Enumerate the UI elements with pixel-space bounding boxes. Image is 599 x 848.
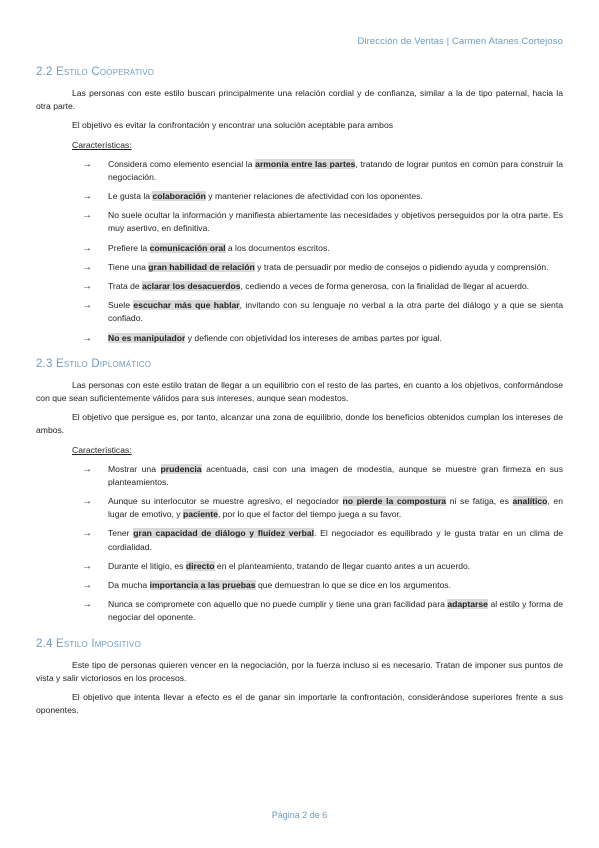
arrow-icon: → (82, 158, 92, 170)
section-title-impositivo: 2.4 Estilo Impositivo (36, 637, 142, 650)
list-item: → Durante el litigio, es directo en el planteamiento, tratando de llegar cuanto antes a un acuerdo. (82, 560, 471, 572)
characteristics-label: Características: (72, 444, 132, 455)
bullet-list-cooperativo (36, 158, 563, 345)
arrow-icon: → (82, 261, 92, 273)
bullet-list-diplomatico (36, 463, 563, 625)
paragraph: El objetivo que intenta llevar a efecto es el de ganar sin importarle la confrontación, considerándose superiores frente a sus oponentes. (36, 692, 563, 716)
arrow-icon: → (82, 210, 92, 222)
list-item: → Da mucha importancia a las pruebas que demuestran lo que se dice en los argumentos. (82, 580, 451, 592)
section-title-diplomatico: 2.3 Estilo Diplomático (36, 357, 152, 370)
page-content (36, 66, 563, 724)
running-header: Dirección de Ventas | Carmen Atanes Cortejoso (357, 36, 563, 47)
list-item: → Tiene una gran habilidad de relación y trata de persuadir por medio de consejos o pidiendo ayuda y comprensión. (82, 261, 549, 273)
arrow-icon: → (82, 528, 92, 540)
characteristics-label: Características: (72, 139, 132, 150)
arrow-icon: → (82, 281, 92, 293)
list-item: → Considera como elemento esencial la armonía entre las partes, tratando de lograr puntos en común para construir la negociación. (82, 158, 563, 182)
list-item: → Nunca se compromete con aquello que no puede cumplir y tiene una gran facilidad para adaptarse al estilo y forma de negociar del oponente. (82, 599, 563, 623)
arrow-icon: → (82, 560, 92, 572)
arrow-icon: → (82, 463, 92, 475)
arrow-icon: → (82, 496, 92, 508)
paragraph: Las personas con este estilo buscan principalmente una relación cordial y de confianza, similar a la de tipo paternal, hacia la otra parte. (36, 88, 563, 112)
arrow-icon: → (82, 332, 92, 344)
arrow-icon: → (82, 242, 92, 254)
list-item: → Tener gran capacidad de diálogo y fluidez verbal. El negociador es equilibrado y le gusta tratar en un clima de cordialidad. (82, 528, 564, 552)
arrow-icon: → (82, 599, 92, 611)
list-item: → Aunque su interlocutor se muestre agresivo, el negociador no pierde la compostura ni se fatiga, es analítico, en lugar de emotivo, y paciente, por lo que el factor del tiempo juega a su favor. (82, 496, 563, 520)
list-item: → Suele escuchar más que hablar, invitando con su lenguaje no verbal a la otra parte del diálogo y a que se sienta confiado. (82, 300, 563, 324)
paragraph: El objetivo que persigue es, por tanto, alcanzar una zona de equilibrio, donde los beneficios obtenidos cumplan los intereses de ambos. (36, 412, 563, 436)
paragraph: El objetivo es evitar la confrontación y encontrar una solución aceptable para ambos (72, 120, 394, 131)
arrow-icon: → (82, 580, 92, 592)
list-item: → Le gusta la colaboración y mantener relaciones de afectividad con los oponentes. (82, 191, 423, 203)
arrow-icon: → (82, 300, 92, 312)
list-item: → Mostrar una prudencia acentuada, casi con una imagen de modestia, aunque se muestre gran firmeza en sus planteamientos. (82, 463, 563, 487)
page-number-footer: Página 2 de 6 (271, 810, 328, 820)
list-item: → Prefiere la comunicación oral a los documentos escritos. (82, 242, 330, 254)
section-title-cooperativo: 2.2 Estilo Cooperativo (36, 66, 155, 78)
arrow-icon: → (82, 191, 92, 203)
list-item: → No suele ocultar la información y manifiesta abiertamente las necesidades y objetivos perseguidos por la otra parte. Es muy asertivo, en definitiva. (82, 210, 563, 234)
paragraph: Este tipo de personas quieren vencer en la negociación, por la fuerza incluso si es necesario. Tratan de imponer sus puntos de vista y salir victoriosos en los procesos. (36, 659, 563, 683)
paragraph: Las personas con este estilo tratan de llegar a un equilibrio con el resto de las partes, en cuanto a los objetivos, conformándose con que sean suficientemente válidos para sus intereses, aunque sean modestos. (36, 379, 563, 404)
list-item: → No es manipulador y defiende con objetividad los intereses de ambas partes por igual. (82, 332, 442, 344)
list-item: → Trata de aclarar los desacuerdos, cediendo a veces de forma generosa, con la finalidad de llegar al acuerdo. (82, 281, 530, 293)
